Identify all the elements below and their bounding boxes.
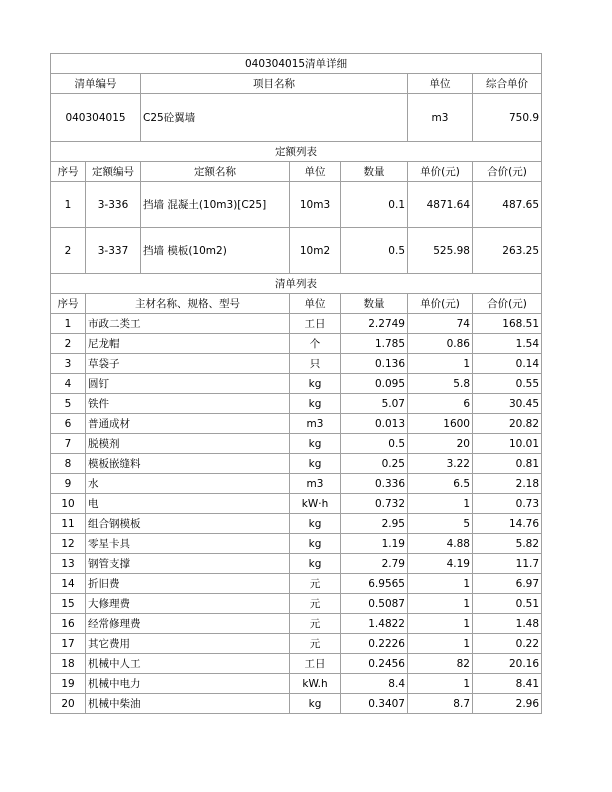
material-price: 8.7 xyxy=(408,694,473,714)
material-name: 脱模剂 xyxy=(86,434,290,454)
material-qty: 0.3407 xyxy=(341,694,408,714)
bill-price: 750.9 xyxy=(473,94,542,142)
material-price: 5.8 xyxy=(408,374,473,394)
material-name: 机械中柴油 xyxy=(86,694,290,714)
material-total: 5.82 xyxy=(473,534,542,554)
quota-no: 1 xyxy=(51,182,86,228)
quota-row xyxy=(51,228,542,274)
material-header-total: 合价(元) xyxy=(473,294,542,314)
material-no: 3 xyxy=(51,354,86,374)
material-no: 11 xyxy=(51,514,86,534)
material-unit: kW·h xyxy=(290,494,341,514)
material-unit: 只 xyxy=(290,354,341,374)
quota-header-qty: 数量 xyxy=(341,162,408,182)
material-price: 74 xyxy=(408,314,473,334)
quota-price: 525.98 xyxy=(408,228,473,274)
material-no: 18 xyxy=(51,654,86,674)
material-header-qty: 数量 xyxy=(341,294,408,314)
material-price: 4.19 xyxy=(408,554,473,574)
material-header-unit: 单位 xyxy=(290,294,341,314)
material-unit: kW.h xyxy=(290,674,341,694)
quota-name: 挡墙 混凝土(10m3)[C25] xyxy=(141,182,290,228)
quota-header-total: 合价(元) xyxy=(473,162,542,182)
material-no: 4 xyxy=(51,374,86,394)
material-qty: 0.136 xyxy=(341,354,408,374)
material-header-name: 主材名称、规格、型号 xyxy=(86,294,290,314)
material-no: 20 xyxy=(51,694,86,714)
material-row xyxy=(51,374,542,394)
material-unit: kg xyxy=(290,394,341,414)
material-total: 1.48 xyxy=(473,614,542,634)
material-qty: 0.095 xyxy=(341,374,408,394)
material-name: 铁件 xyxy=(86,394,290,414)
material-unit: 个 xyxy=(290,334,341,354)
material-qty: 8.4 xyxy=(341,674,408,694)
material-row xyxy=(51,694,542,714)
material-name: 经常修理费 xyxy=(86,614,290,634)
material-price: 1 xyxy=(408,634,473,654)
material-name: 水 xyxy=(86,474,290,494)
material-header-price: 单价(元) xyxy=(408,294,473,314)
material-total: 0.81 xyxy=(473,454,542,474)
material-qty: 0.2226 xyxy=(341,634,408,654)
material-name: 电 xyxy=(86,494,290,514)
material-unit: kg xyxy=(290,514,341,534)
material-row xyxy=(51,634,542,654)
material-unit: 元 xyxy=(290,614,341,634)
material-total: 2.18 xyxy=(473,474,542,494)
material-no: 19 xyxy=(51,674,86,694)
material-no: 9 xyxy=(51,474,86,494)
material-price: 1600 xyxy=(408,414,473,434)
quota-unit: 10m3 xyxy=(290,182,341,228)
material-row xyxy=(51,554,542,574)
material-qty: 1.19 xyxy=(341,534,408,554)
material-row xyxy=(51,334,542,354)
material-unit: kg xyxy=(290,374,341,394)
material-name: 草袋子 xyxy=(86,354,290,374)
material-qty: 2.79 xyxy=(341,554,408,574)
material-total: 0.22 xyxy=(473,634,542,654)
material-unit: kg xyxy=(290,554,341,574)
material-row xyxy=(51,534,542,554)
material-price: 1 xyxy=(408,574,473,594)
quota-unit: 10m2 xyxy=(290,228,341,274)
material-price: 1 xyxy=(408,354,473,374)
material-total: 30.45 xyxy=(473,394,542,414)
quota-header-price: 单价(元) xyxy=(408,162,473,182)
quota-price: 4871.64 xyxy=(408,182,473,228)
material-name: 大修理费 xyxy=(86,594,290,614)
material-price: 82 xyxy=(408,654,473,674)
material-qty: 0.732 xyxy=(341,494,408,514)
bill-unit: m3 xyxy=(408,94,473,142)
material-unit: kg xyxy=(290,534,341,554)
material-price: 0.86 xyxy=(408,334,473,354)
material-name: 普通成材 xyxy=(86,414,290,434)
material-section-title: 清单列表 xyxy=(51,274,542,294)
material-total: 20.16 xyxy=(473,654,542,674)
material-price: 1 xyxy=(408,614,473,634)
material-no: 10 xyxy=(51,494,86,514)
material-row xyxy=(51,614,542,634)
material-qty: 0.013 xyxy=(341,414,408,434)
material-name: 折旧费 xyxy=(86,574,290,594)
material-row xyxy=(51,434,542,454)
material-name: 模板嵌缝料 xyxy=(86,454,290,474)
material-qty: 0.25 xyxy=(341,454,408,474)
material-no: 5 xyxy=(51,394,86,414)
material-total: 8.41 xyxy=(473,674,542,694)
material-price: 6 xyxy=(408,394,473,414)
material-no: 7 xyxy=(51,434,86,454)
quota-qty: 0.1 xyxy=(341,182,408,228)
material-no: 17 xyxy=(51,634,86,654)
material-unit: 元 xyxy=(290,574,341,594)
material-qty: 5.07 xyxy=(341,394,408,414)
material-row xyxy=(51,314,542,334)
material-name: 尼龙帽 xyxy=(86,334,290,354)
material-name: 钢管支撑 xyxy=(86,554,290,574)
material-no: 14 xyxy=(51,574,86,594)
quota-header-name: 定额名称 xyxy=(141,162,290,182)
material-name: 零星卡具 xyxy=(86,534,290,554)
bill-header-price: 综合单价 xyxy=(473,74,542,94)
quota-header-no: 序号 xyxy=(51,162,86,182)
material-row xyxy=(51,654,542,674)
material-price: 1 xyxy=(408,494,473,514)
material-row xyxy=(51,594,542,614)
material-row xyxy=(51,494,542,514)
material-row xyxy=(51,454,542,474)
quota-header-row xyxy=(51,162,542,182)
material-name: 圆钉 xyxy=(86,374,290,394)
bill-header-unit: 单位 xyxy=(408,74,473,94)
material-row xyxy=(51,474,542,494)
material-row xyxy=(51,394,542,414)
material-no: 16 xyxy=(51,614,86,634)
material-unit: m3 xyxy=(290,474,341,494)
material-price: 1 xyxy=(408,594,473,614)
material-qty: 0.2456 xyxy=(341,654,408,674)
quota-total: 487.65 xyxy=(473,182,542,228)
material-total: 2.96 xyxy=(473,694,542,714)
material-total: 0.73 xyxy=(473,494,542,514)
material-no: 15 xyxy=(51,594,86,614)
material-row xyxy=(51,574,542,594)
material-header-no: 序号 xyxy=(51,294,86,314)
material-row xyxy=(51,414,542,434)
material-price: 1 xyxy=(408,674,473,694)
bill-header-row xyxy=(51,74,542,94)
material-price: 3.22 xyxy=(408,454,473,474)
material-qty: 6.9565 xyxy=(341,574,408,594)
quota-row xyxy=(51,182,542,228)
quota-no: 2 xyxy=(51,228,86,274)
material-qty: 0.5 xyxy=(341,434,408,454)
bill-header-name: 项目名称 xyxy=(141,74,408,94)
material-row xyxy=(51,514,542,534)
material-price: 6.5 xyxy=(408,474,473,494)
bill-row xyxy=(51,94,542,142)
material-total: 6.97 xyxy=(473,574,542,594)
material-name: 机械中人工 xyxy=(86,654,290,674)
material-unit: m3 xyxy=(290,414,341,434)
material-no: 6 xyxy=(51,414,86,434)
material-total: 20.82 xyxy=(473,414,542,434)
material-total: 1.54 xyxy=(473,334,542,354)
material-total: 0.14 xyxy=(473,354,542,374)
material-no: 13 xyxy=(51,554,86,574)
material-row xyxy=(51,674,542,694)
material-header-row xyxy=(51,294,542,314)
material-total: 11.7 xyxy=(473,554,542,574)
quota-name: 挡墙 模板(10m2) xyxy=(141,228,290,274)
material-unit: 元 xyxy=(290,634,341,654)
quota-header-unit: 单位 xyxy=(290,162,341,182)
material-row xyxy=(51,354,542,374)
material-unit: 工日 xyxy=(290,314,341,334)
material-total: 0.51 xyxy=(473,594,542,614)
material-total: 14.76 xyxy=(473,514,542,534)
material-no: 8 xyxy=(51,454,86,474)
material-no: 2 xyxy=(51,334,86,354)
material-total: 168.51 xyxy=(473,314,542,334)
quota-code: 3-336 xyxy=(86,182,141,228)
bill-detail-table xyxy=(50,53,542,714)
material-qty: 2.95 xyxy=(341,514,408,534)
material-name: 机械中电力 xyxy=(86,674,290,694)
material-qty: 2.2749 xyxy=(341,314,408,334)
page-title: 040304015清单详细 xyxy=(51,54,542,74)
material-unit: 工日 xyxy=(290,654,341,674)
material-no: 12 xyxy=(51,534,86,554)
material-unit: 元 xyxy=(290,594,341,614)
quota-header-code: 定额编号 xyxy=(86,162,141,182)
material-price: 4.88 xyxy=(408,534,473,554)
material-price: 20 xyxy=(408,434,473,454)
quota-section-title: 定额列表 xyxy=(51,142,542,162)
material-qty: 0.5087 xyxy=(341,594,408,614)
material-total: 0.55 xyxy=(473,374,542,394)
bill-code: 040304015 xyxy=(51,94,141,142)
material-unit: kg xyxy=(290,434,341,454)
material-qty: 0.336 xyxy=(341,474,408,494)
material-no: 1 xyxy=(51,314,86,334)
material-name: 市政二类工 xyxy=(86,314,290,334)
quota-qty: 0.5 xyxy=(341,228,408,274)
material-price: 5 xyxy=(408,514,473,534)
material-qty: 1.785 xyxy=(341,334,408,354)
material-unit: kg xyxy=(290,694,341,714)
material-total: 10.01 xyxy=(473,434,542,454)
quota-total: 263.25 xyxy=(473,228,542,274)
material-qty: 1.4822 xyxy=(341,614,408,634)
bill-header-code: 清单编号 xyxy=(51,74,141,94)
material-unit: kg xyxy=(290,454,341,474)
quota-code: 3-337 xyxy=(86,228,141,274)
bill-name: C25砼翼墙 xyxy=(141,94,408,142)
material-name: 其它费用 xyxy=(86,634,290,654)
material-name: 组合钢模板 xyxy=(86,514,290,534)
